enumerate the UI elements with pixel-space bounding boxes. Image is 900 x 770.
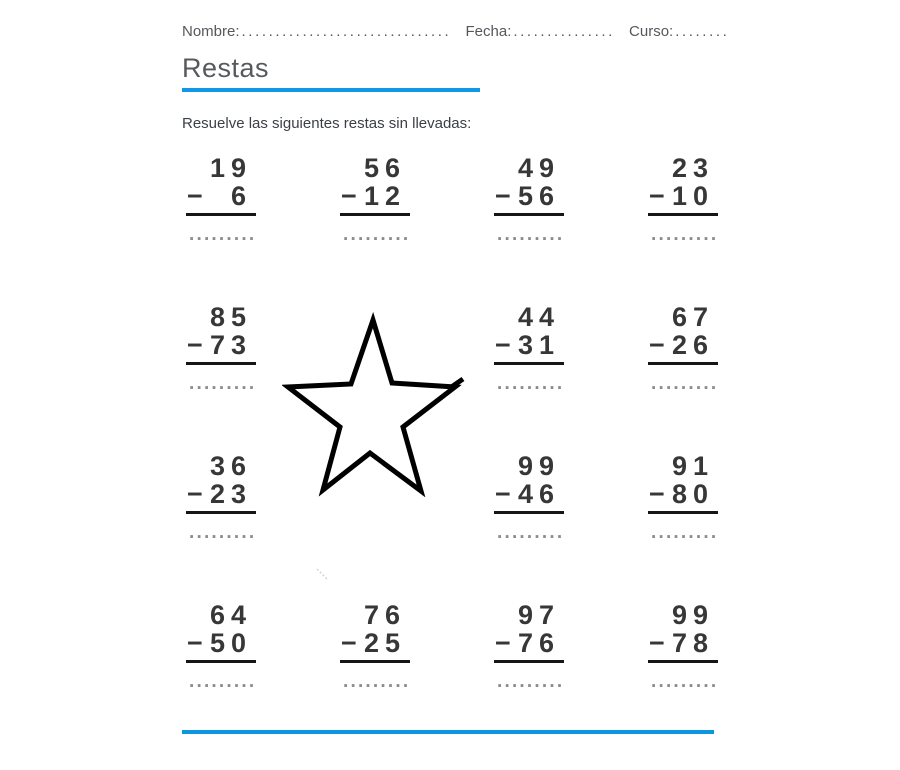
minuend: 91: [671, 451, 714, 481]
date-label: Fecha:: [465, 23, 512, 40]
answer-rule: [494, 362, 564, 365]
answer-rule: [648, 213, 718, 216]
date-fill-line: ...............: [513, 23, 615, 40]
answer-line: .........: [189, 377, 256, 391]
subtrahend: 12: [363, 181, 406, 211]
subtrahend: 56: [517, 181, 560, 211]
minus-sign: −: [187, 479, 203, 509]
answer-line: .........: [651, 228, 718, 242]
title-underline: [182, 88, 480, 92]
subtraction-problem: [648, 601, 718, 692]
course-fill-line: ........: [675, 23, 730, 40]
minus-sign: −: [187, 628, 203, 658]
answer-rule: [648, 660, 718, 663]
answer-line: .........: [497, 228, 564, 242]
subtrahend: 46: [517, 479, 560, 509]
answer-line: .........: [651, 526, 718, 540]
answer-rule: [186, 660, 256, 663]
subtrahend: 78: [671, 628, 714, 658]
answer-rule: [340, 213, 410, 216]
answer-line: .........: [651, 675, 718, 689]
subtrahend: 50: [209, 628, 252, 658]
answer-rule: [648, 362, 718, 365]
minuend: 56: [363, 153, 406, 183]
answer-rule: [494, 660, 564, 663]
answer-rule: [494, 213, 564, 216]
minuend: 85: [209, 302, 252, 332]
stray-pencil-mark-icon: [314, 566, 332, 584]
subtraction-problem: [648, 154, 718, 245]
answer-line: .........: [343, 228, 410, 242]
answer-line: .........: [497, 377, 564, 391]
subtrahend: 76: [517, 628, 560, 658]
star-icon: [282, 311, 468, 497]
subtraction-problem: [340, 601, 410, 692]
answer-line: .........: [189, 228, 256, 242]
answer-line: .........: [497, 675, 564, 689]
minus-sign: −: [649, 628, 665, 658]
answer-rule: [186, 213, 256, 216]
minuend: 36: [209, 451, 252, 481]
minuend: 97: [517, 600, 560, 630]
minuend: 99: [671, 600, 714, 630]
minuend: 76: [363, 600, 406, 630]
minus-sign: −: [649, 181, 665, 211]
page-title: Restas: [182, 53, 270, 83]
answer-line: .........: [343, 675, 410, 689]
subtrahend: 73: [209, 330, 252, 360]
footer-rule: [182, 730, 714, 734]
minus-sign: −: [495, 628, 511, 658]
subtrahend: 26: [671, 330, 714, 360]
subtrahend: 10: [671, 181, 714, 211]
answer-line: .........: [189, 526, 256, 540]
minus-sign: −: [649, 479, 665, 509]
minus-sign: −: [341, 628, 357, 658]
subtrahend: 25: [363, 628, 406, 658]
minuend: 99: [517, 451, 560, 481]
minus-sign: −: [495, 181, 511, 211]
answer-line: .........: [651, 377, 718, 391]
minus-sign: −: [341, 181, 357, 211]
minuend: 67: [671, 302, 714, 332]
subtrahend: 6: [230, 181, 252, 211]
subtraction-problem: [494, 303, 564, 394]
answer-rule: [340, 660, 410, 663]
minuend: 19: [209, 153, 252, 183]
minuend: 64: [209, 600, 252, 630]
minus-sign: −: [649, 330, 665, 360]
subtraction-problem: [648, 452, 718, 543]
subtraction-problem: [494, 154, 564, 245]
minus-sign: −: [187, 330, 203, 360]
subtraction-problem: [186, 601, 256, 692]
subtrahend: 31: [517, 330, 560, 360]
minuend: 49: [517, 153, 560, 183]
answer-rule: [494, 511, 564, 514]
instruction-text: Resuelve las siguientes restas sin llevadas:: [182, 115, 472, 132]
subtraction-problem: [648, 303, 718, 394]
minus-sign: −: [495, 330, 511, 360]
name-fill-line: ...............................: [241, 23, 452, 40]
minuend: 23: [671, 153, 714, 183]
subtraction-problem: [494, 601, 564, 692]
subtrahend: 80: [671, 479, 714, 509]
answer-line: .........: [497, 526, 564, 540]
subtraction-problem: [186, 452, 256, 543]
subtraction-problem: [186, 154, 256, 245]
minus-sign: −: [187, 181, 203, 211]
answer-rule: [186, 511, 256, 514]
minuend: 44: [517, 302, 560, 332]
subtraction-problem: [340, 154, 410, 245]
subtrahend: 23: [209, 479, 252, 509]
subtraction-problem: [186, 303, 256, 394]
answer-rule: [648, 511, 718, 514]
answer-line: .........: [189, 675, 256, 689]
subtraction-problem: [494, 452, 564, 543]
name-label: Nombre:: [182, 23, 240, 40]
header-fields: [182, 23, 729, 40]
answer-rule: [186, 362, 256, 365]
course-label: Curso:: [629, 23, 674, 40]
minus-sign: −: [495, 479, 511, 509]
